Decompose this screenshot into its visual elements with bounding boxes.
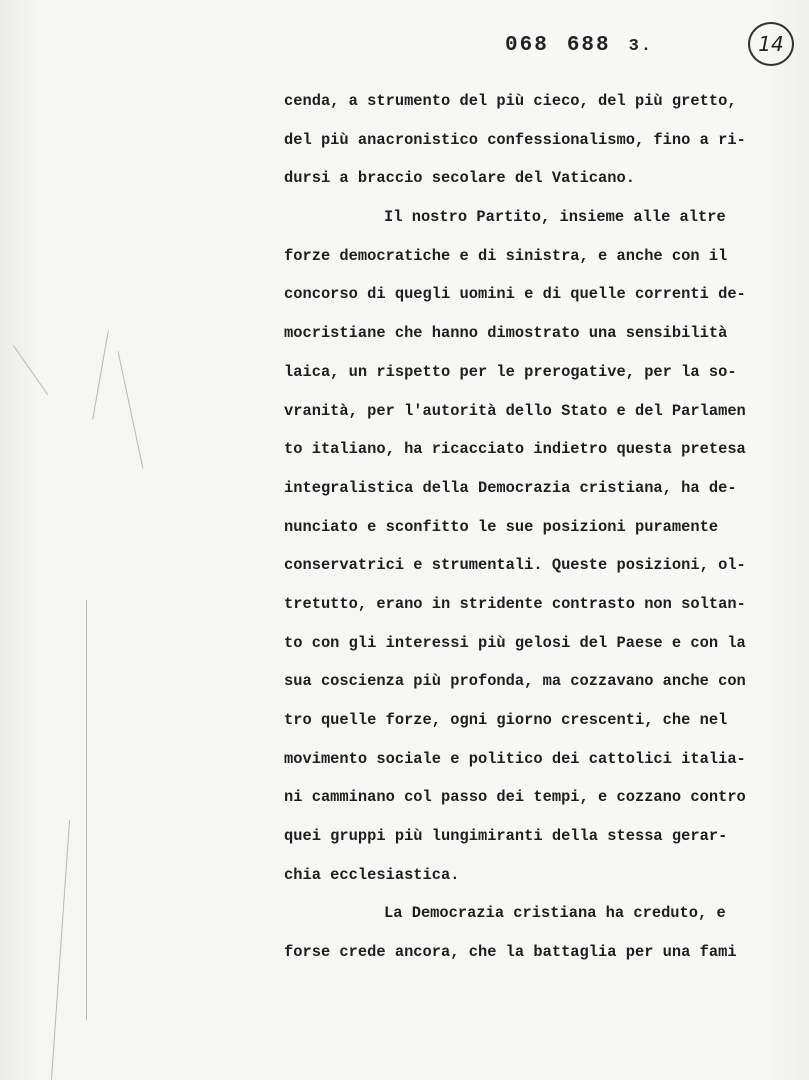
text-line: chia ecclesiastica.: [284, 865, 460, 884]
text-line: to con gli interessi più gelosi del Paese e con la: [284, 633, 746, 652]
text-line: sua coscienza più profonda, ma cozzavano anche con: [284, 672, 746, 691]
margin-pencil-mark: [92, 331, 109, 420]
text-line: concorso di quegli uomini e di quelle correnti de-: [284, 285, 746, 304]
text-line: movimento sociale e politico dei cattolici italia-: [284, 749, 746, 768]
margin-pencil-mark: [118, 351, 144, 469]
archive-number-part1: 068: [505, 34, 549, 57]
page-header: [505, 34, 671, 57]
text-line: tretutto, erano in stridente contrasto non soltan-: [284, 594, 746, 613]
text-line: del più anacronistico confessionalismo, fino a ri-: [284, 130, 746, 149]
text-line: vranità, per l'autorità dello Stato e del Parlamen: [284, 401, 746, 420]
text-line: mocristiane che hanno dimostrato una sensibilità: [284, 324, 728, 343]
text-line: nunciato e sconfitto le sue posizioni puramente: [284, 517, 719, 536]
text-line: to italiano, ha ricacciato indietro questa pretesa: [284, 440, 746, 459]
text-line: conservatrici e strumentali. Queste posizioni, ol-: [284, 556, 746, 575]
text-line: tro quelle forze, ogni giorno crescenti, che nel: [284, 711, 728, 729]
text-line: Il nostro Partito, insieme alle altre: [384, 208, 726, 227]
archive-number-part2: 688: [566, 34, 611, 57]
text-line: integralistica della Democrazia cristiana, ha de-: [284, 478, 737, 497]
page-number: 3.: [628, 37, 654, 56]
text-line: ni camminano col passo dei tempi, e cozzano contro: [284, 788, 746, 807]
text-line: La Democrazia cristiana ha creduto, e: [384, 904, 726, 923]
body-text: [284, 88, 784, 978]
text-line: dursi a braccio secolare del Vaticano.: [284, 169, 635, 188]
margin-pencil-mark: [51, 820, 70, 1079]
margin-pencil-mark: [13, 345, 48, 395]
margin-pencil-mark: [86, 600, 87, 1020]
circled-page-number: 14: [748, 22, 794, 66]
text-line: forze democratiche e di sinistra, e anche con il: [284, 246, 728, 265]
text-line: forse crede ancora, che la battaglia per una fami: [284, 943, 737, 962]
text-line: quei gruppi più lungimiranti della stessa gerar-: [284, 827, 728, 846]
text-line: cenda, a strumento del più cieco, del più gretto,: [284, 92, 737, 110]
text-line: laica, un rispetto per le prerogative, per la so-: [284, 362, 737, 381]
